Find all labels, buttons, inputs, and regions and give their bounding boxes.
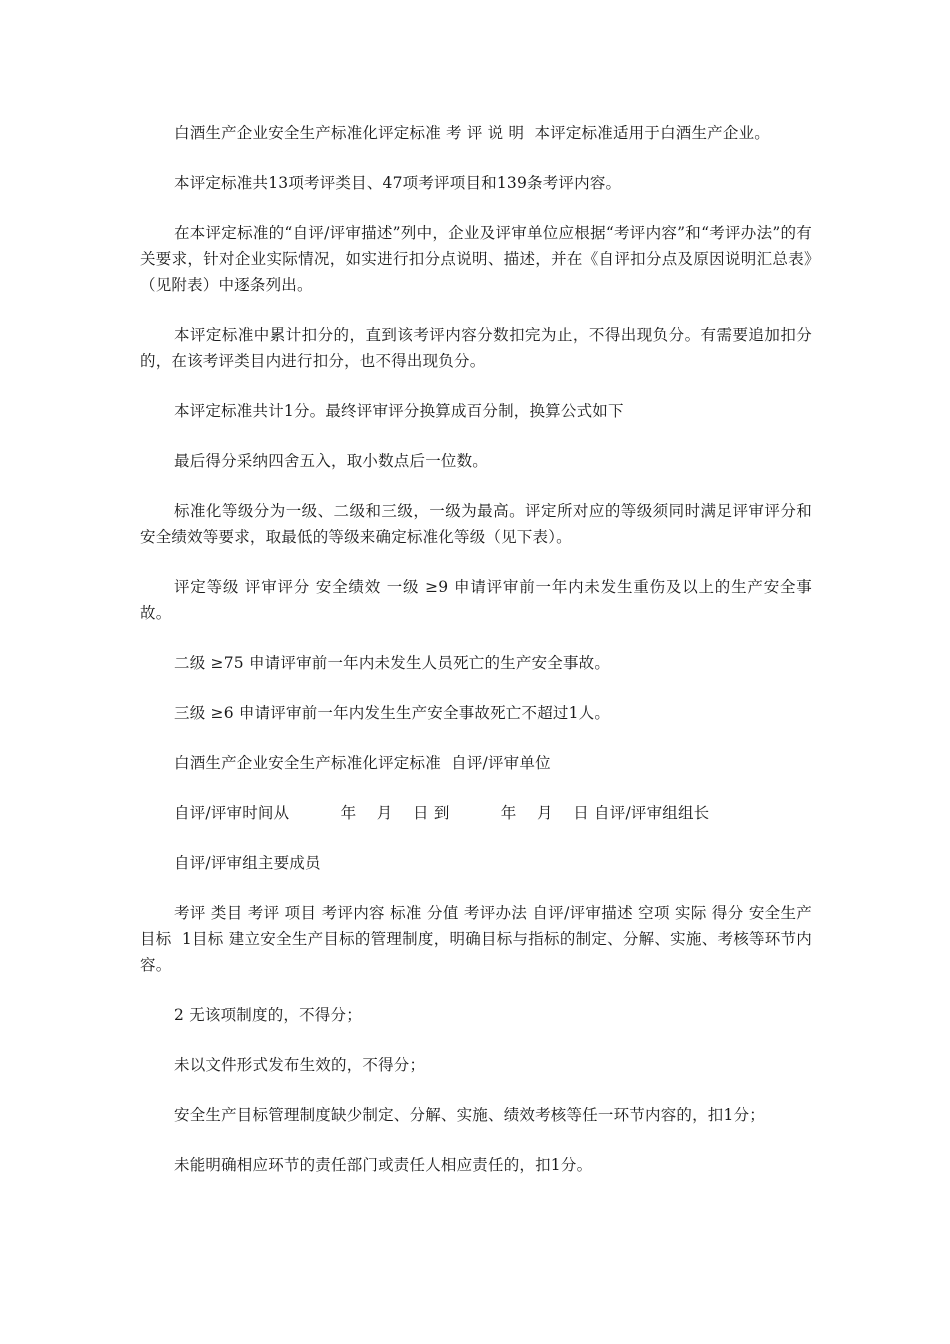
paragraph-rule-2: 未以文件形式发布生效的，不得分； <box>174 1056 426 1074</box>
paragraph-level-three: 三级 ≥6 申请评审前一年内发生生产安全事故死亡不超过1人。 <box>174 704 611 722</box>
paragraph-self-assessment: 在本评定标准的“自评/评审描述”列中，企业及评审单位应根据“考评内容”和“考评办法”的有关要求，针对企业实际情况，如实进行扣分点说明、描述，并在《自评扣分点及原因说明汇总表》（见附表）中逐条列出。 <box>140 224 812 294</box>
paragraph-rule-3: 安全生产目标管理制度缺少制定、分解、实施、绩效考核等任一环节内容的，扣1分； <box>174 1106 765 1124</box>
paragraph-table-header: 考评 类目 考评 项目 考评内容 标准 分值 考评办法 自评/评审描述 空项 实际 得分 安全生产目标 1目标 建立安全生产目标的管理制度，明确目标与指标的制定、分解、实施、考核等环节内容。 <box>140 904 812 974</box>
paragraph-intro: 白酒生产企业安全生产标准化评定标准 考 评 说 明 本评定标准适用于白酒生产企业。 <box>174 124 770 142</box>
paragraph-deduction-rule: 本评定标准中累计扣分的，直到该考评内容分数扣完为止，不得出现负分。有需要追加扣分的，在该考评类目内进行扣分，也不得出现负分。 <box>140 326 812 370</box>
paragraph-rule-1: 2 无该项制度的，不得分； <box>174 1006 362 1024</box>
paragraph-level-two: 二级 ≥75 申请评审前一年内未发生人员死亡的生产安全事故。 <box>174 654 611 672</box>
paragraph-total-score: 本评定标准共计1分。最终评审评分换算成百分制，换算公式如下 <box>174 402 624 420</box>
paragraph-assessment-time: 自评/评审时间从 年 月 日 到 年 月 日 自评/评审组组长 <box>174 804 710 822</box>
paragraph-scope-count: 本评定标准共13项考评类目、47项考评项目和139条考评内容。 <box>174 174 622 192</box>
document-body <box>140 120 812 1202</box>
paragraph-form-title: 白酒生产企业安全生产标准化评定标准 自评/评审单位 <box>174 754 551 772</box>
paragraph-levels: 标准化等级分为一级、二级和三级，一级为最高。评定所对应的等级须同时满足评审评分和安全绩效等要求，取最低的等级来确定标准化等级（见下表）。 <box>140 502 812 546</box>
paragraph-level-one: 评定等级 评审评分 安全绩效 一级 ≥9 申请评审前一年内未发生重伤及以上的生产安全事故。 <box>140 578 812 622</box>
paragraph-rounding: 最后得分采纳四舍五入，取小数点后一位数。 <box>174 452 489 470</box>
paragraph-rule-4: 未能明确相应环节的责任部门或责任人相应责任的，扣1分。 <box>174 1156 593 1174</box>
paragraph-team-members: 自评/评审组主要成员 <box>174 854 321 872</box>
